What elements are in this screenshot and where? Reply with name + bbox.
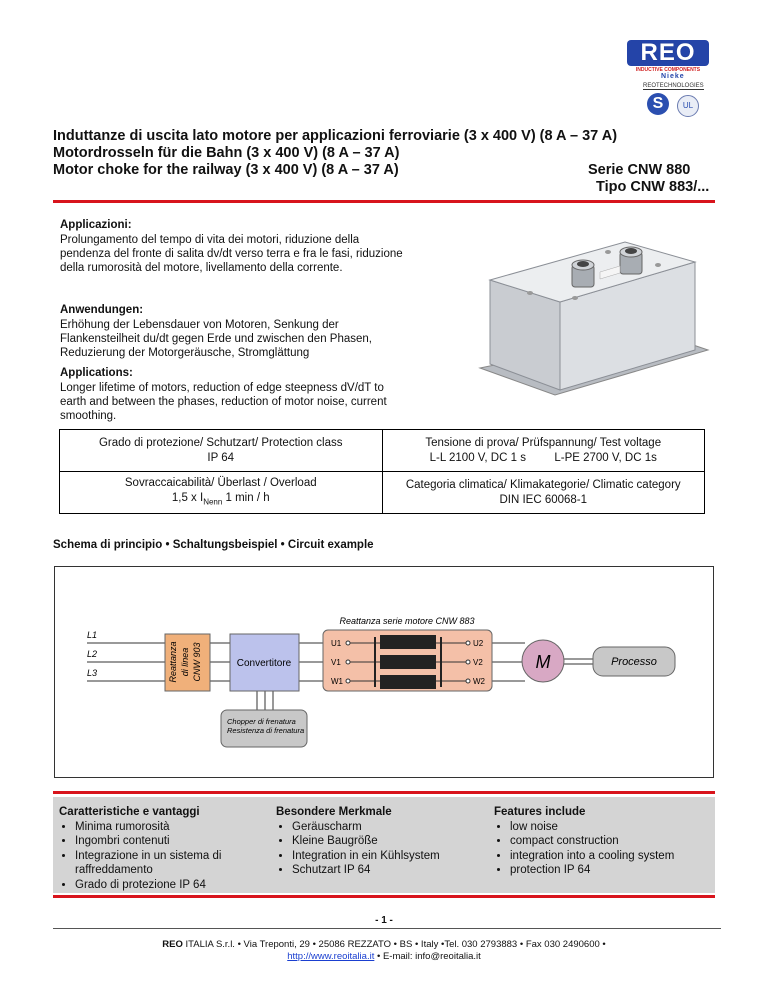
footer-company: REO (162, 939, 183, 950)
input-v1: V1 (331, 658, 341, 667)
list-item: • Integrazione in un sistema di raffreddamento (75, 849, 269, 878)
product-photo (460, 240, 710, 400)
line-l2-label: L2 (87, 649, 98, 659)
features-german (276, 805, 486, 878)
list-item: • Schutzart IP 64 (292, 863, 486, 878)
title-italian: Induttanze di uscita lato motore per applicazioni ferroviarie (3 x 400 V) (8 A – 37 A) (53, 128, 618, 144)
output-v2: V2 (473, 658, 483, 667)
climatic-cell (382, 472, 705, 514)
list-item: • Integration in ein Kühlsystem (292, 849, 486, 864)
features-english (494, 805, 714, 878)
logo-tech: REOTECHNOLOGIES (643, 83, 704, 89)
test-voltage-pe: L-PE 2700 V, DC 1s (554, 451, 657, 464)
serie-label: Serie CNW 880 (588, 162, 691, 178)
footer-address (0, 939, 768, 950)
choke-coil-w (380, 675, 436, 689)
list-item: • low noise (510, 820, 714, 835)
line-reactor-label-1: Reattanza (168, 641, 178, 683)
list-item: • protection IP 64 (510, 863, 714, 878)
list-item: • Grado di protezione IP 64 (75, 878, 269, 893)
choke-coil-v (380, 655, 436, 669)
line-reactor-label-3: CNW 903 (192, 642, 202, 682)
logo-tagline: INDUCTIVE COMPONENTS (635, 67, 701, 73)
features-de-heading: Besondere Merkmale (276, 806, 392, 818)
footer-divider (53, 928, 721, 929)
title-english: Motor choke for the railway (3 x 400 V) (8 A – 37 A) (53, 162, 399, 178)
line-reactor-label-2: di linea (180, 647, 190, 677)
features-it-heading: Caratteristiche e vantaggi (59, 806, 200, 818)
circuit-diagram (54, 566, 714, 778)
features-top-divider (53, 791, 715, 794)
overload-label: Sovraccaicabilità/ Überlast / Overload (124, 476, 317, 489)
certification-s-icon: S (647, 93, 669, 115)
overload-cell (60, 472, 383, 514)
line-l1-label: L1 (87, 630, 98, 640)
test-voltage-ll: L-L 2100 V, DC 1 s (429, 451, 526, 464)
footer-contacts (0, 951, 768, 962)
list-item: • Kleine Baugröße (292, 834, 486, 849)
page-number: - 1 - (375, 915, 393, 926)
tipo-label: Tipo CNW 883/... (596, 179, 710, 195)
applications-en-heading: Applications: (60, 367, 133, 379)
overload-value: 1,5 x $I_{Nenn}$ 1 min / h (171, 491, 270, 507)
converter-label: Convertitore (236, 658, 292, 669)
top-divider (53, 200, 715, 203)
input-w1: W1 (331, 677, 343, 686)
title-german: Motordrosseln für die Bahn (3 x 400 V) (8 A – 37 A) (53, 145, 400, 161)
input-u1: U1 (331, 639, 342, 648)
certification-ul-icon: UL (677, 95, 699, 117)
features-italian (59, 805, 269, 892)
website-link[interactable]: http://www.reoitalia.it (287, 951, 375, 962)
test-voltage-cell (382, 430, 705, 472)
applications-it-text: Prolungamento del tempo di vita dei motori, riduzione della pendenza del fronte di salita dv/dt verso terra e fra le fasi, riduzione della rumorosità del motore, livellamento della corrente. (60, 234, 403, 274)
features-bottom-divider (53, 895, 715, 898)
protection-value: IP 64 (207, 451, 235, 464)
applications-it-heading: Applicazioni: (60, 219, 132, 231)
footer-address-text: ITALIA S.r.l. • Via Treponti, 29 • 25086 REZZATO • BS • Italy •Tel. 030 2793883 • Fax 030 2490600 • (182, 939, 606, 950)
choke-coil-u (380, 635, 436, 649)
logo-sub-brand: Nieke (661, 73, 685, 80)
list-item: • Ingombri contenuti (75, 834, 269, 849)
footer-email: • E-mail: info@reoitalia.it (374, 951, 481, 962)
applications-en-text: Longer lifetime of motors, reduction of edge steepness dV/dT to earth and between the phases, reduction of motor noise, current smoothing. (60, 382, 387, 422)
line-l3-label: L3 (87, 668, 98, 678)
test-voltage-label: Tensione di prova/ Prüfspannung/ Test voltage (425, 436, 662, 449)
chopper-label-2: Resistenza di frenatura (227, 726, 305, 735)
list-item: • compact construction (510, 834, 714, 849)
applications-de-heading: Anwendungen: (60, 304, 144, 316)
climatic-label: Categoria climatica/ Klimakategorie/ Climatic category (405, 478, 681, 491)
list-item: • Geräuscharm (292, 820, 486, 835)
features-panel (53, 797, 715, 893)
motor-choke-title: Reattanza serie motore CNW 883 (339, 616, 475, 626)
applications-de-text: Erhöhung der Lebensdauer von Motoren, Senkung der Flankensteilheit du/dt gegen Erde und zwischen den Phasen, Reduzierung der Motorgeräusche, Stromglättung (60, 319, 372, 359)
chopper-label-1: Chopper di frenatura (227, 717, 296, 726)
reo-logo-mark: REO (627, 40, 709, 66)
motor-label: M (535, 652, 551, 672)
features-en-heading: Features include (494, 806, 586, 818)
climatic-value: DIN IEC 60068-1 (499, 493, 588, 506)
output-u2: U2 (473, 639, 484, 648)
output-w2: W2 (473, 677, 485, 686)
protection-cell (60, 430, 383, 472)
reo-logo (621, 40, 711, 120)
list-item: • Minima rumorosità (75, 820, 269, 835)
protection-label: Grado di protezione/ Schutzart/ Protection class (98, 436, 343, 449)
schema-title: Schema di principio • Schaltungsbeispiel • Circuit example (53, 539, 374, 551)
process-label: Processo (611, 656, 657, 668)
list-item: • integration into a cooling system (510, 849, 714, 864)
spec-table (59, 429, 705, 514)
